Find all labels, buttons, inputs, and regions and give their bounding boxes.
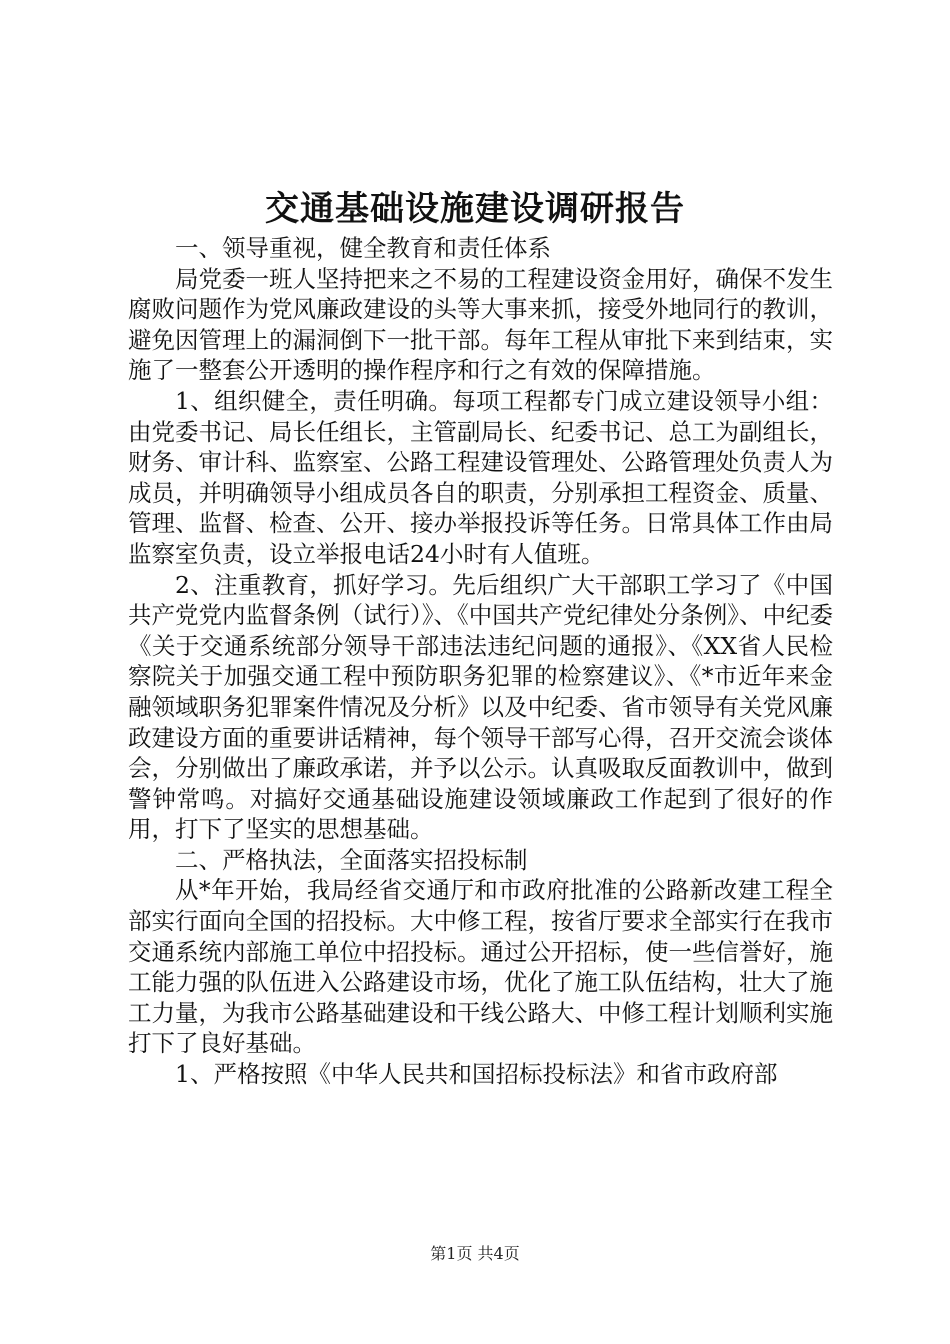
page-footer: 第1页 共4页: [430, 1244, 520, 1263]
paragraph-item-1-law: 1、严格按照《中华人民共和国招标投标法》和省市政府部: [175, 1060, 778, 1089]
paragraph-item-2-education: 2、注重教育，抓好学习。先后组织广大干部职工学习了《中国共产党党内监督条例（试行）》、《中国共产党纪律处分条例》、中纪委《关于交通系统部分领导干部违法违纪问题的通报》、《XX省人民检察院关于加强交通工程中预防职务犯罪的检察建议》、《*市近年来金融领域职务犯罪案件情况及分析》以及中纪委、省市领导有关党风廉政建设方面的重要讲话精神，每个领导干部写心得，召开交流会谈体会，分别做出了廉政承诺，并予以公示。认真吸取反面教训中，做到警钟常鸣。对搞好交通基础设施建设领域廉政工作起到了很好的作用，打下了坚实的思想基础。: [128, 570, 833, 844]
document-title: 交通基础设施建设调研报告: [265, 189, 685, 229]
document-body: [128, 233, 833, 1090]
section-heading-1: 一、领导重视，健全教育和责任体系: [175, 234, 551, 262]
paragraph-intro: 局党委一班人坚持把来之不易的工程建设资金用好，确保不发生腐败问题作为党风廉政建设的头等大事来抓，接受外地同行的教训，避免因管理上的漏洞倒下一批干部。每年工程从审批下来到结束，实施了一整套公开透明的操作程序和行之有效的保障措施。: [128, 264, 833, 385]
section-heading-2: 二、严格执法，全面落实招投标制: [175, 845, 528, 874]
paragraph-item-1-organization: 1、组织健全，责任明确。每项工程都专门成立建设领导小组：由党委书记、局长任组长，主管副局长、纪委书记、总工为副组长，财务、审计科、监察室、公路工程建设管理处、公路管理处负责人为成员，并明确领导小组成员各自的职责，分别承担工程资金、质量、管理、监督、检查、公开、接办举报投诉等任务。日常具体工作由局监察室负责，设立举报电话24小时有人值班。: [128, 386, 833, 568]
paragraph-bidding: 从*年开始，我局经省交通厅和市政府批准的公路新改建工程全部实行面向全国的招投标。大中修工程，按省厅要求全部实行在我市交通系统内部施工单位中招投标。通过公开招标，使一些信誉好，施工能力强的队伍进入公路建设市场，优化了施工队伍结构，壮大了施工力量，为我市公路基础建设和干线公路大、中修工程计划顺利实施打下了良好基础。: [128, 876, 833, 1058]
